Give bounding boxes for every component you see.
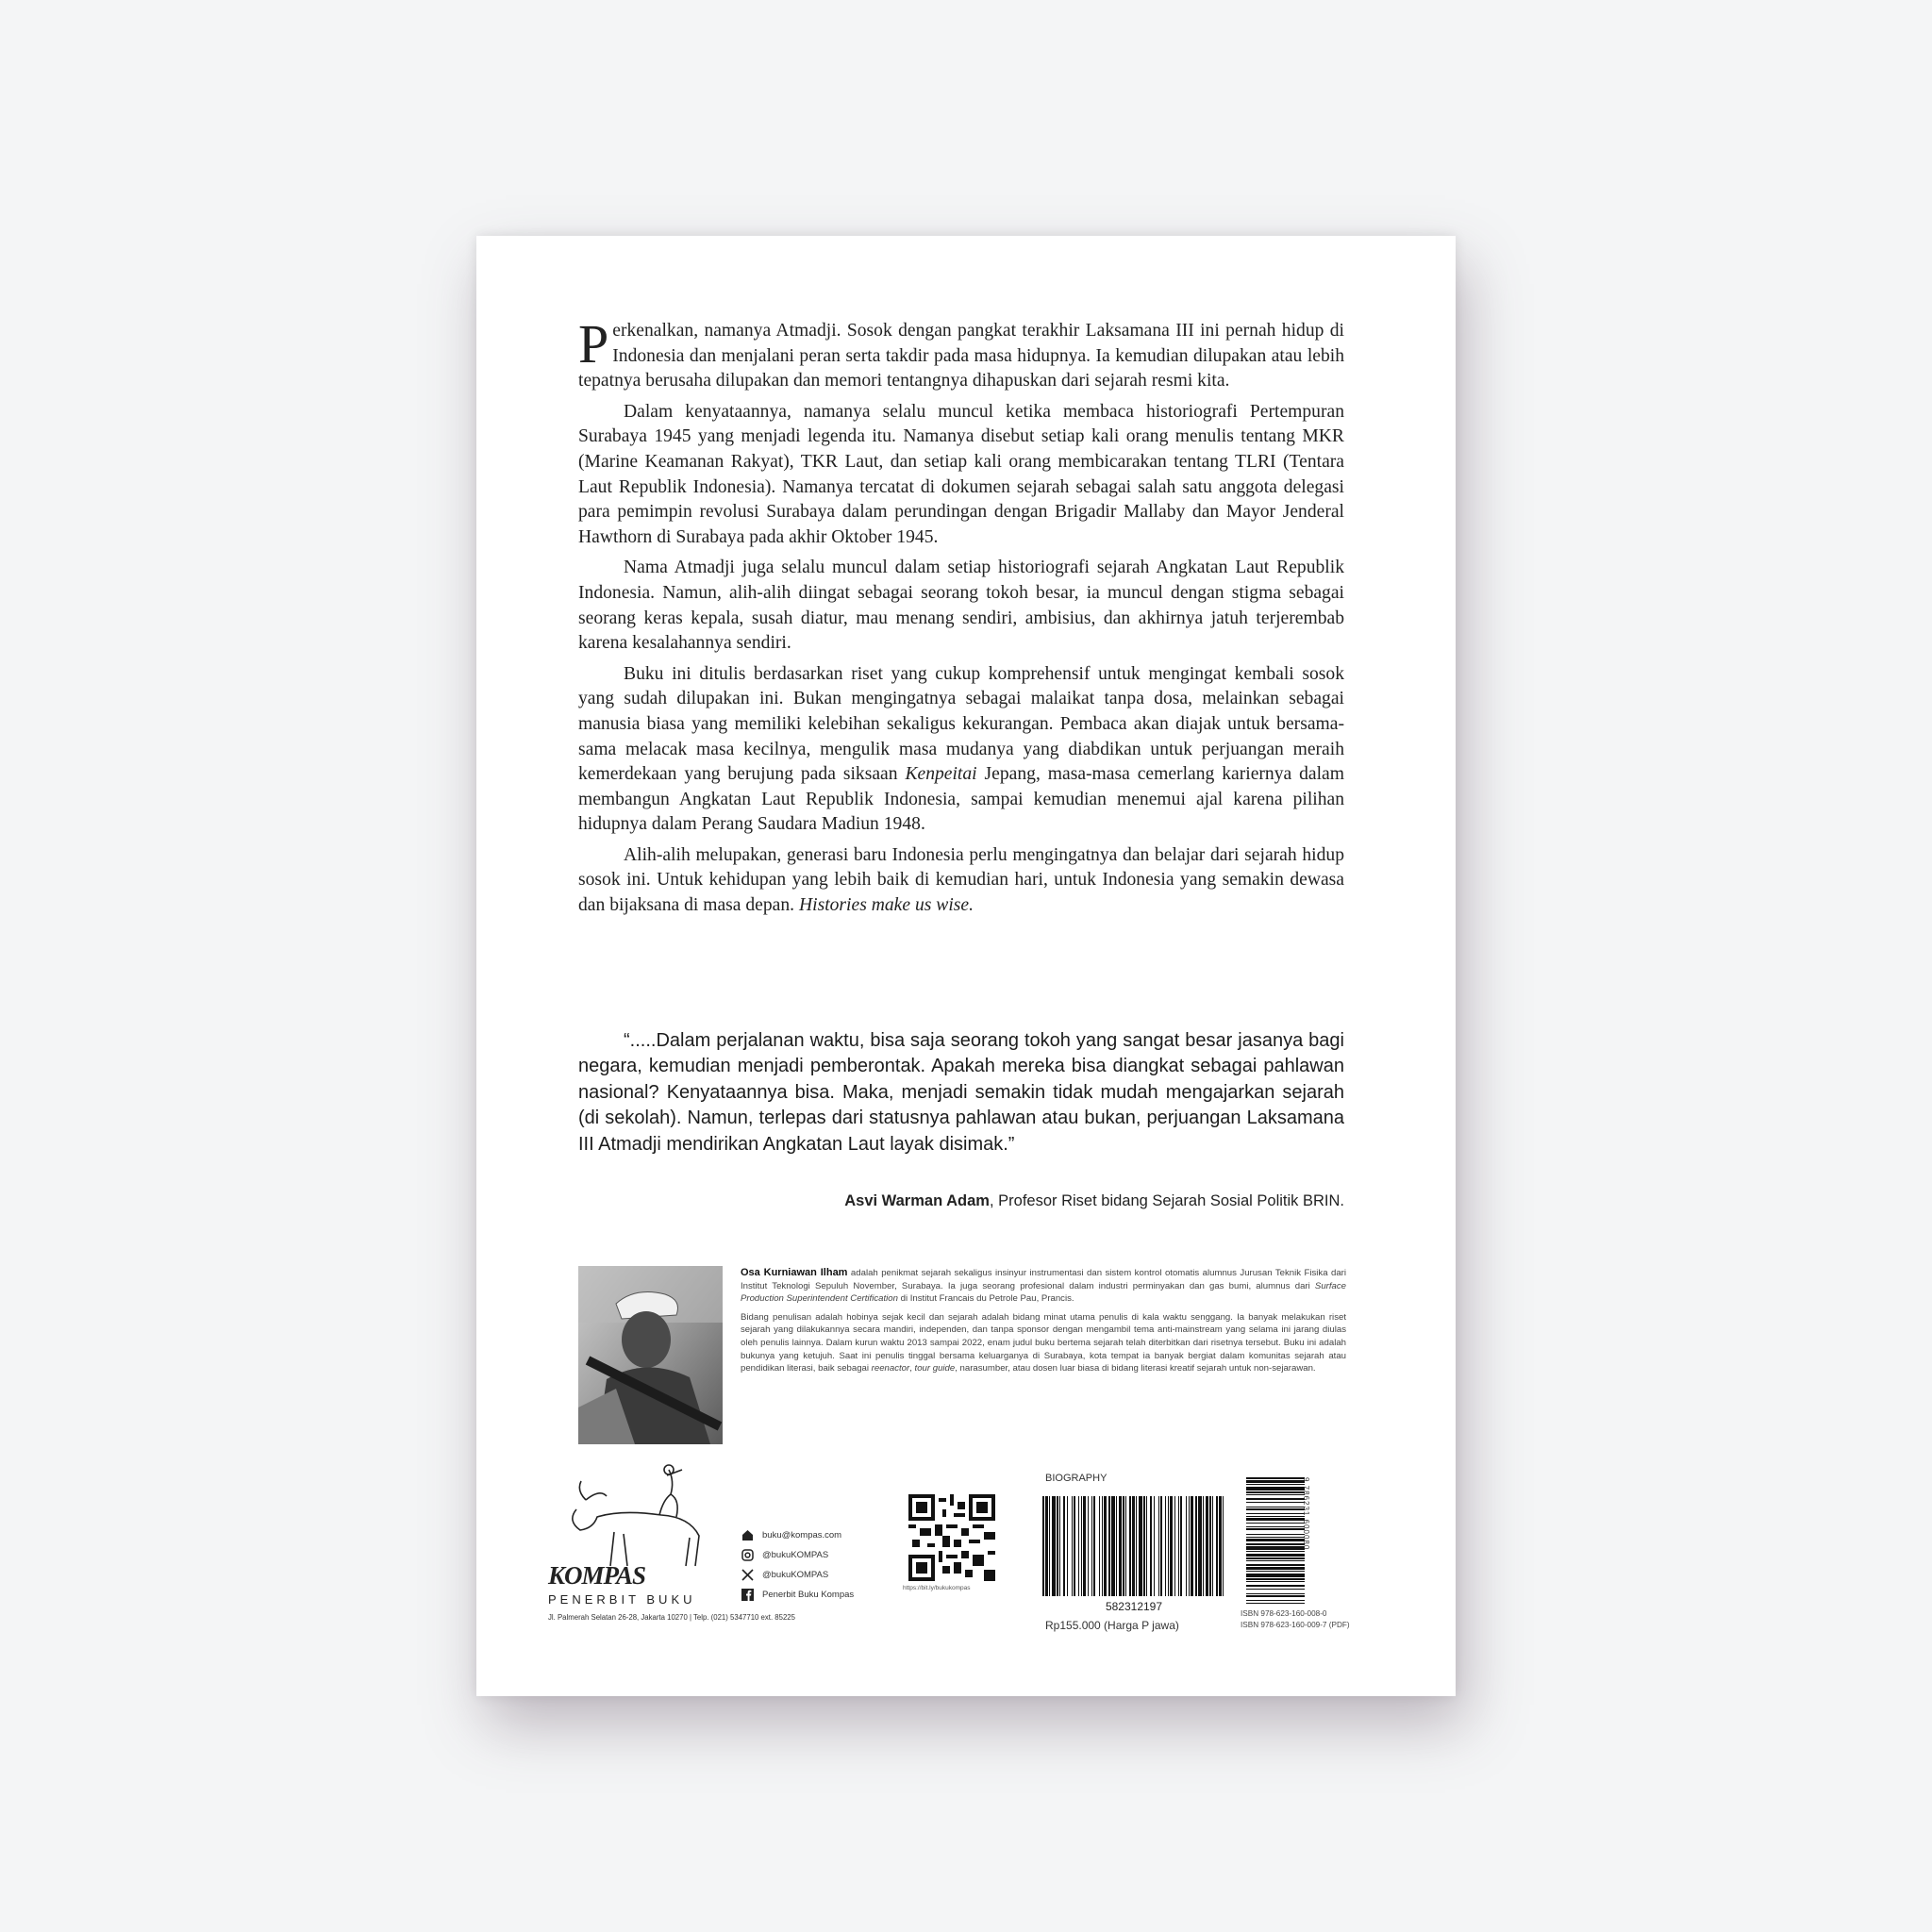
isbn-barcode-digits: 9 786231 600080	[1302, 1477, 1310, 1551]
isbn-print: ISBN 978-623-160-008-0	[1241, 1609, 1327, 1618]
barcode	[1042, 1496, 1225, 1596]
publisher-contacts	[741, 1525, 854, 1605]
author-name: Osa Kurniawan Ilham	[741, 1267, 848, 1278]
publisher-address: Jl. Palmerah Selatan 26-28, Jakarta 10270 | Telp. (021) 5347710 ext. 85225	[548, 1613, 795, 1622]
blurb-paragraph: Dalam kenyataannya, namanya selalu muncul ketika membaca historiografi Pertempuran Surabaya 1945 yang menjadi legenda itu. Namanya disebut setiap kali orang menulis tentang MKR (Marine Keamanan Rakyat), TKR Laut, dan setiap kali orang membicarakan tentang TLRI (Tentara Laut Republik Indonesia). Namanya tercatat di dokumen sejarah sebagai salah satu anggota delegasi para pemimpin revolusi Surabaya dalam perundingan dengan Brigadir Mallaby dan Mayor Jenderal Hawthorn di Surabaya pada akhir Oktober 1945.	[578, 401, 1344, 547]
publisher-logo-illustration	[548, 1462, 737, 1613]
home-icon	[741, 1529, 754, 1542]
instagram-icon	[741, 1549, 754, 1562]
bio-paragraph: Bidang penulisan adalah hobinya sejak kecil dan sejarah adalah bidang minat utama penulis di kala waktu senggang. Ia banyak melakukan riset sejarah yang dilakukannya secara mandiri, independen, dan tanpa sponsor dengan mengambil tema anti-mainstream yang selama ini jarang diulas oleh penulis lainnya. Dalam kurun waktu 2013 sampai 2022, enam judul buku bertema sejarah telah diterbitkan dari risetnya tersebut. Buku ini adalah bukunya yang ketujuh. Saat ini penulis tinggal bersama keluarganya di Surabaya, kota tempat ia banyak bergiat dalam komunitas sejarah atau pendidikan literasi, baik sebagai reenactor, tour guide, narasumber, atau dosen luar biasa di bidang literasi kreatif sejarah untuk non-sejarawan.	[741, 1311, 1346, 1374]
blurb-paragraph: Alih-alih melupakan, generasi baru Indonesia perlu mengingatnya dan belajar dari sejarah hidup sosok ini. Untuk kehidupan yang lebih baik di kemudian hari, untuk Indonesia yang semakin dewasa dan bijaksana di masa depan. Histories make us wise.	[578, 844, 1344, 916]
quote-author: Asvi Warman Adam	[844, 1192, 990, 1209]
quote-attribution	[578, 1192, 1344, 1210]
blurb-text	[578, 313, 1344, 924]
book-back-cover	[476, 236, 1456, 1696]
publisher-subtitle: PENERBIT BUKU	[548, 1592, 696, 1607]
category-label: BIOGRAPHY	[1045, 1473, 1108, 1484]
qr-code[interactable]	[908, 1494, 995, 1581]
barcode-number: 582312197	[1105, 1600, 1163, 1613]
x-icon	[741, 1569, 754, 1582]
author-photo	[578, 1266, 723, 1444]
publisher-logo-kompas: KOMPAS	[548, 1561, 646, 1590]
isbn-barcode	[1246, 1477, 1305, 1604]
blurb-paragraph: Nama Atmadji juga selalu muncul dalam setiap historiografi sejarah Angkatan Laut Republik Indonesia. Namun, alih-alih diingat sebagai seorang tokoh besar, ia muncul dengan stigma sebagai seorang keras kepala, susah diatur, mau menang sendiri, ambisius, dan akhirnya jatuh terjerembab karena kesalahannya sendiri.	[578, 558, 1344, 654]
blurb-paragraph: Perkenalkan, namanya Atmadji. Sosok dengan pangkat terakhir Laksamana III ini pernah hidup di Indonesia dan menjalani peran serta takdir pada masa hidupnya. Ia kemudian dilupakan atau lebih tepatnya berusaha dilupakan dan memori tentangnya dihapuskan dari sejarah resmi kita.	[578, 313, 1344, 391]
endorsement-quote: “.....Dalam perjalanan waktu, bisa saja seorang tokoh yang sangat besar jasanya bagi negara, kemudian menjadi pemberontak. Apakah mereka bisa diangkat sebagai pahlawan nasional? Kenyataannya bisa. Maka, menjadi semakin tidak mudah mengajarkan sejarah (di sekolah). Namun, terlepas dari statusnya pahlawan atau bukan, perjuangan Laksamana III Atmadji mendirikan Angkatan Laut layak disimak.”	[578, 1030, 1344, 1155]
isbn-pdf: ISBN 978-623-160-009-7 (PDF)	[1241, 1621, 1350, 1629]
contact-email: buku@kompas.com	[741, 1525, 854, 1545]
isbn-info	[1241, 1608, 1350, 1631]
price-label: Rp155.000 (Harga P jawa)	[1045, 1619, 1179, 1632]
drop-cap: P	[578, 313, 609, 375]
contact-facebook: Penerbit Buku Kompas	[741, 1585, 854, 1605]
author-bio	[741, 1267, 1346, 1381]
contact-x: @bukuKOMPAS	[741, 1565, 854, 1585]
facebook-icon	[741, 1589, 754, 1602]
quote-author-title: , Profesor Riset bidang Sejarah Sosial Politik BRIN.	[989, 1192, 1344, 1209]
qr-url: https://bit.ly/bukukompas	[903, 1585, 971, 1591]
bio-paragraph: Osa Kurniawan Ilham adalah penikmat sejarah sekaligus insinyur instrumentasi dan sistem kontrol otomatis alumnus Jurusan Teknik Fisika dari Institut Teknologi Sepuluh November, Surabaya. Ia juga seorang profesional dalam industri perminyakan dan gas bumi, alumnus dari Surface Production Superintendent Certification di Institut Francais du Petrole Pau, Prancis.	[741, 1267, 1346, 1305]
contact-instagram: @bukuKOMPAS	[741, 1545, 854, 1565]
blurb-paragraph: Buku ini ditulis berdasarkan riset yang cukup komprehensif untuk mengingat kembali sosok yang sudah dilupakan ini. Bukan mengingatnya sebagai malaikat tanpa dosa, melainkan sebagai manusia biasa yang memiliki kelebihan sekaligus kekurangan. Pembaca akan diajak untuk bersama-sama melacak masa kecilnya, mengulik masa mudanya yang diabdikan untuk perjuangan meraih kemerdekaan yang berujung pada siksaan Kenpeitai Jepang, masa-masa cemerlang kariernya dalam membangun Angkatan Laut Republik Indonesia, sampai kemudian menemui ajal karena pilihan hidupnya dalam Perang Saudara Madiun 1948.	[578, 663, 1344, 835]
